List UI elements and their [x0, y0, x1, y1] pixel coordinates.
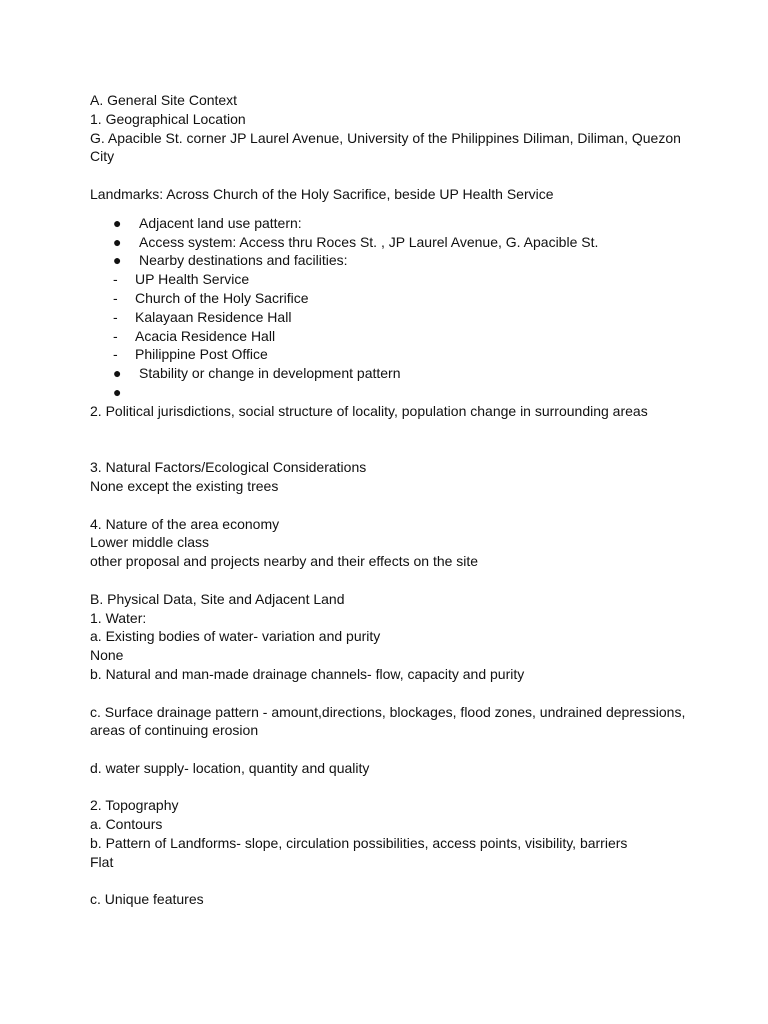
area-economy-note: other proposal and projects nearby and their effects on the site [90, 553, 479, 570]
list-item-text: Adjacent land use pattern: [139, 214, 302, 231]
landmarks-text: Landmarks: Across Church of the Holy Sacrifice, beside UP Health Service [90, 185, 554, 202]
water-a: a. Existing bodies of water- variation and purity [90, 628, 381, 645]
section-a-heading: A. General Site Context [90, 92, 238, 108]
list-item-text: Nearby destinations and facilities: [139, 252, 348, 269]
dash-icon: - [113, 271, 118, 288]
topography-b: b. Pattern of Landforms- slope, circulation possibilities, access points, visibility, barriers [90, 835, 628, 852]
site-context-list [90, 214, 700, 402]
list-item [90, 233, 700, 252]
area-economy-body: Lower middle class [90, 534, 210, 551]
list-item [90, 214, 700, 233]
topography-title: 2. Topography [90, 797, 179, 814]
document-page [90, 91, 700, 909]
water-a-answer: None [90, 647, 124, 664]
section-b-heading: B. Physical Data, Site and Adjacent Land [90, 590, 345, 607]
site-address: G. Apacible St. corner JP Laurel Avenue, University of the Philippines Diliman, Diliman, Quezon City [90, 129, 685, 165]
geo-location-title: 1. Geographical Location [90, 110, 246, 127]
natural-factors-body: None except the existing trees [90, 477, 279, 494]
list-item [90, 289, 700, 308]
dash-icon: - [113, 289, 118, 306]
list-item-empty [90, 383, 700, 402]
water-d: d. water supply- location, quantity and quality [90, 759, 370, 776]
bullet-icon: ● [113, 383, 122, 400]
facility-text: Church of the Holy Sacrifice [135, 289, 309, 306]
list-item [90, 364, 700, 383]
facility-text: Philippine Post Office [135, 346, 268, 363]
list-item [90, 345, 700, 364]
list-item-text: Access system: Access thru Roces St. , JP Laurel Avenue, G. Apacible St. [139, 233, 599, 250]
bullet-icon: ● [113, 365, 122, 382]
dash-icon: - [113, 346, 118, 363]
area-economy-title: 4. Nature of the area economy [90, 515, 280, 532]
list-item [90, 327, 700, 346]
list-item-text: Stability or change in development pattern [139, 365, 401, 382]
facility-text: Acacia Residence Hall [135, 327, 276, 344]
natural-factors-title: 3. Natural Factors/Ecological Considerations [90, 459, 367, 476]
topography-c: c. Unique features [90, 891, 204, 908]
bullet-icon: ● [113, 252, 122, 269]
political-jurisdictions-title: 2. Political jurisdictions, social structure of locality, population change in surrounding areas [90, 402, 648, 419]
list-item [90, 251, 700, 270]
bullet-icon: ● [113, 214, 122, 231]
water-c: c. Surface drainage pattern - amount,directions, blockages, flood zones, undrained depressions, areas of continuing erosion [90, 703, 690, 739]
water-title: 1. Water: [90, 609, 147, 626]
bullet-icon: ● [113, 233, 122, 250]
dash-icon: - [113, 327, 118, 344]
facility-text: Kalayaan Residence Hall [135, 308, 292, 325]
list-item [90, 308, 700, 327]
water-b: b. Natural and man-made drainage channels- flow, capacity and purity [90, 665, 525, 682]
topography-a: a. Contours [90, 816, 163, 833]
topography-b-answer: Flat [90, 853, 114, 870]
list-item [90, 270, 700, 289]
facility-text: UP Health Service [135, 271, 250, 288]
dash-icon: - [113, 308, 118, 325]
